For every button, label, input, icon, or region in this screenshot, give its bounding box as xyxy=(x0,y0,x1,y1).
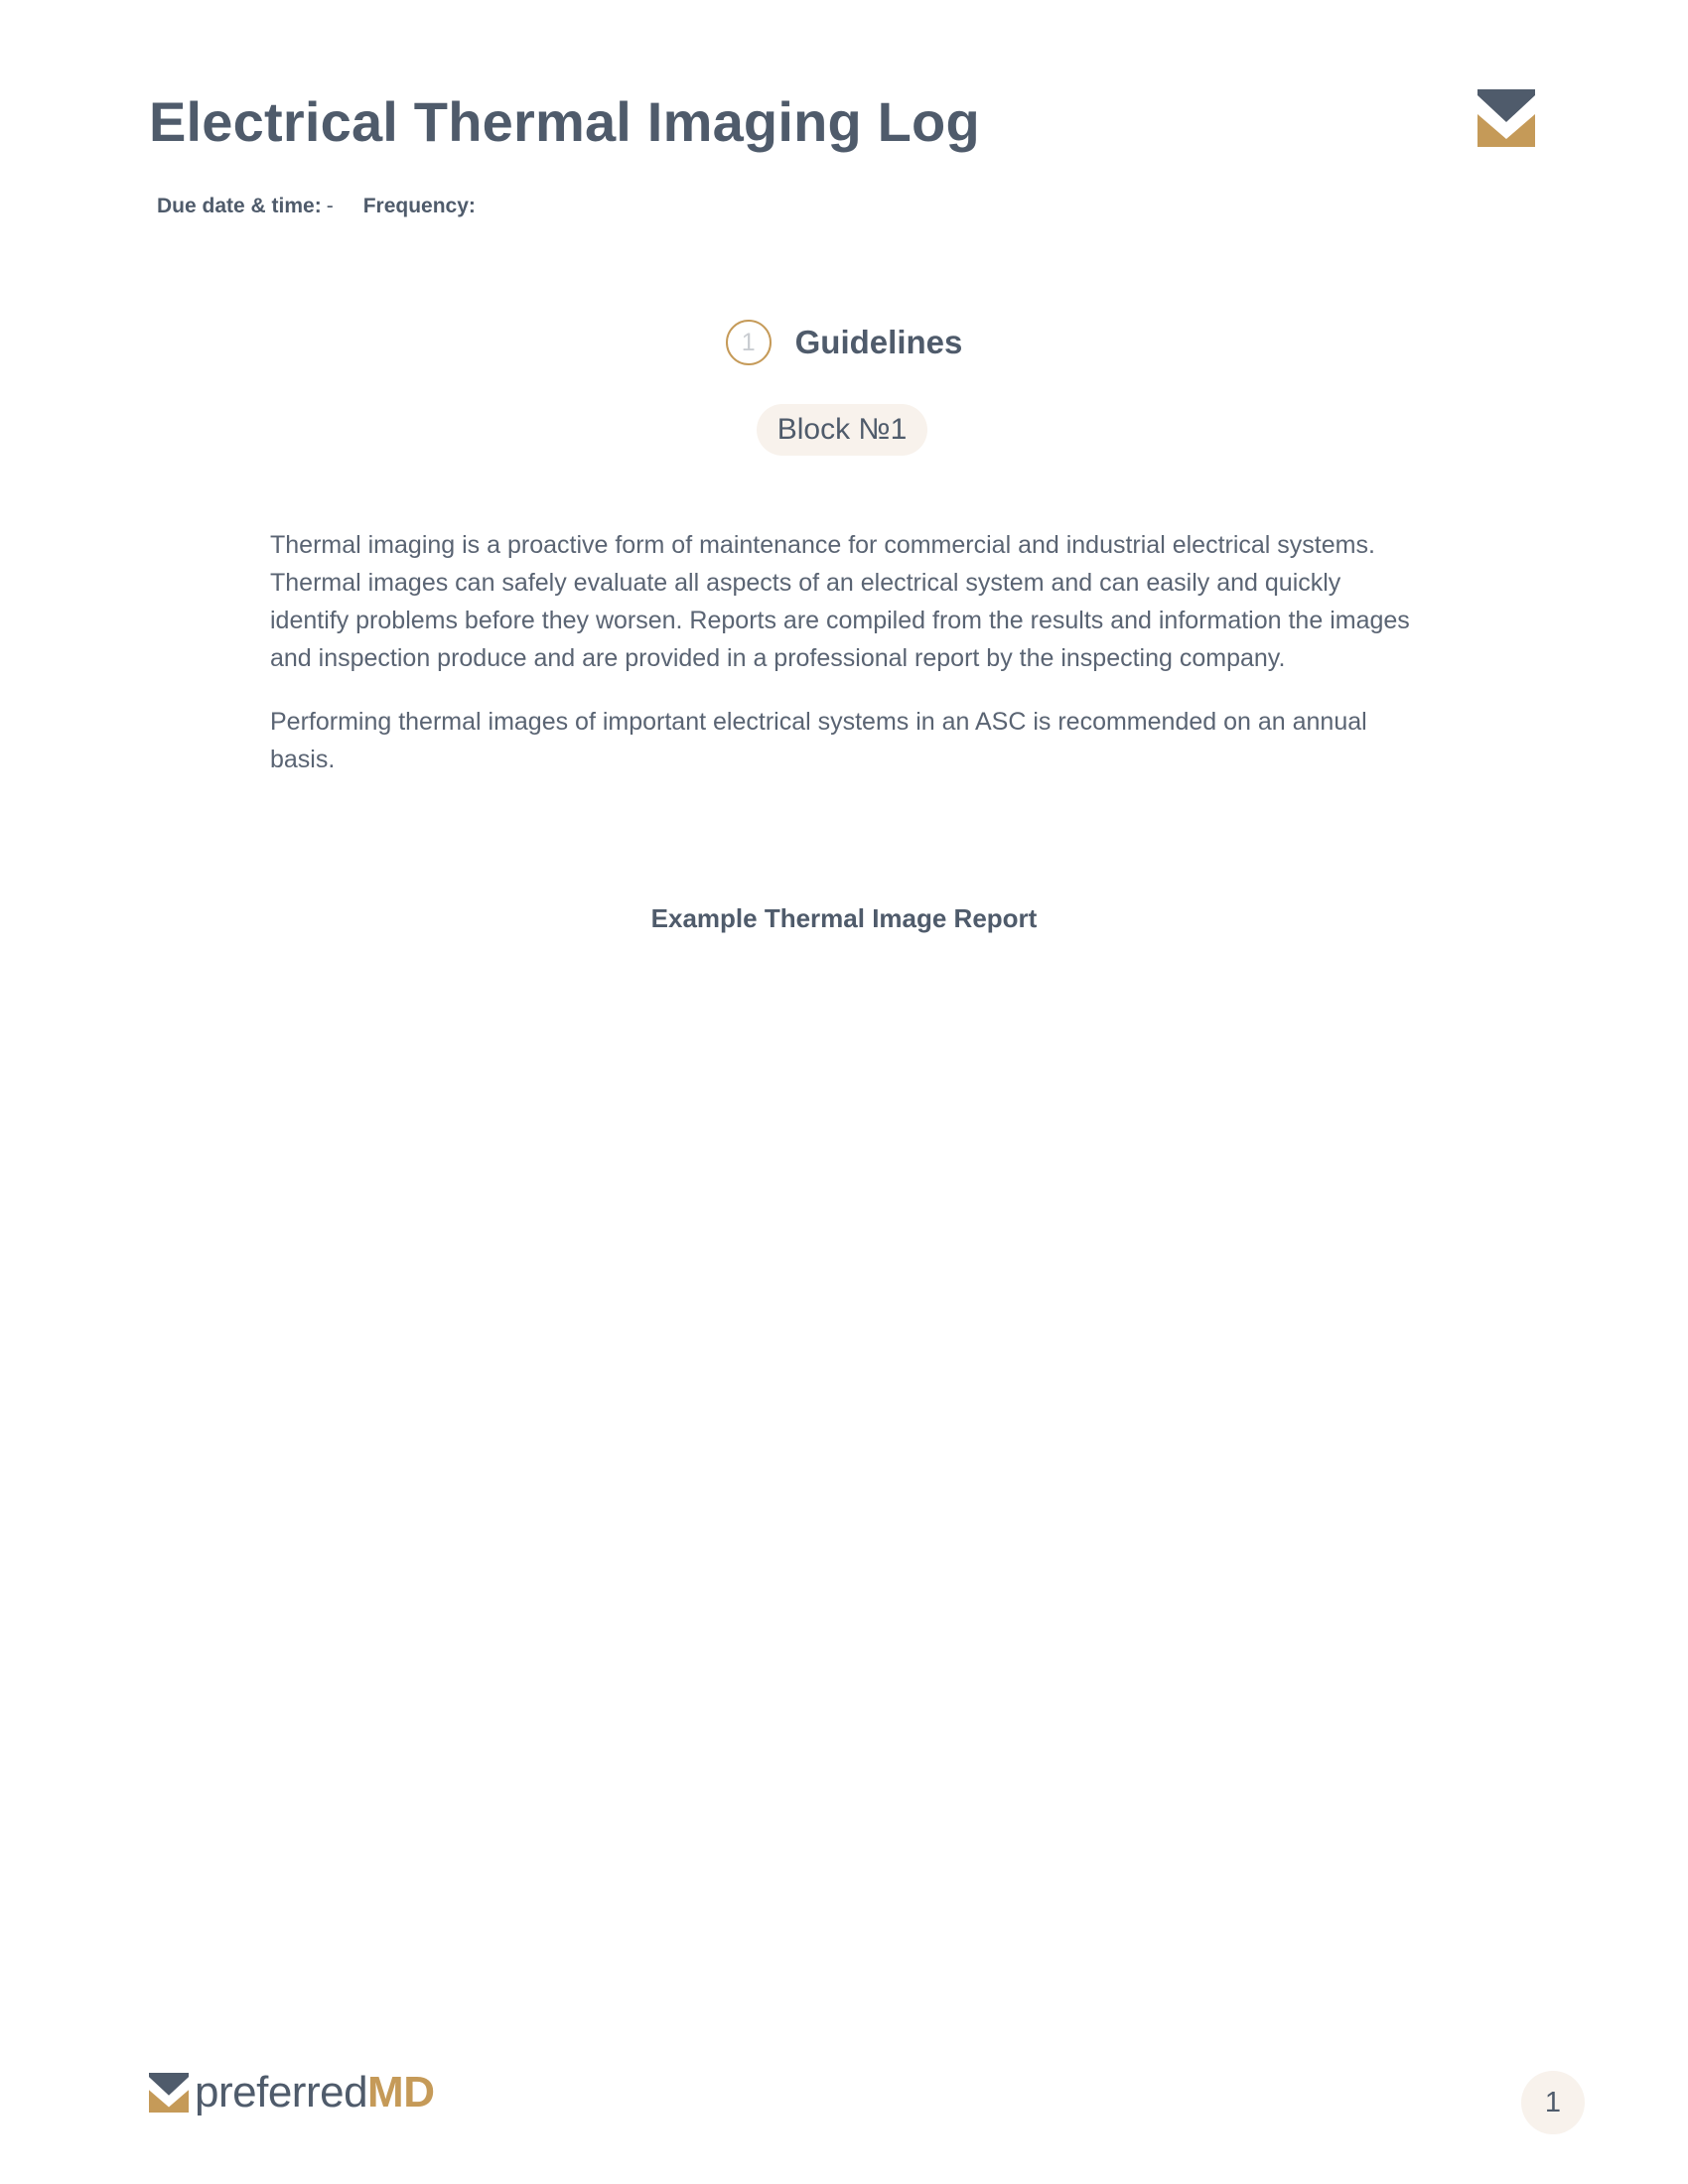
guidelines-text xyxy=(270,526,1412,804)
preferredmd-check-icon xyxy=(149,2073,189,2113)
meta-row xyxy=(157,195,481,218)
page-title: Electrical Thermal Imaging Log xyxy=(149,90,980,153)
guidelines-paragraph-2: Performing thermal images of important electrical systems in an ASC is recommended on an annual basis. xyxy=(270,708,1367,773)
frequency-label: Frequency: xyxy=(362,195,476,217)
due-date-label: Due date & time: xyxy=(157,195,322,217)
page-number: 1 xyxy=(1521,2071,1585,2134)
due-date-field xyxy=(157,195,334,218)
section-header xyxy=(0,320,1688,365)
footer-brand-logo xyxy=(149,2068,435,2116)
section-title: Guidelines xyxy=(794,324,963,360)
due-date-value: - xyxy=(326,195,334,217)
brand-wordmark-part-2: MD xyxy=(367,2068,435,2116)
brand-wordmark xyxy=(195,2068,435,2116)
brand-wordmark-part-1: preferred xyxy=(195,2068,368,2116)
guidelines-paragraph-1: Thermal imaging is a proactive form of maintenance for commercial and industrial electrical systems. Thermal images can safely evaluate all aspects of an electrical system and can easily and quickly identify problems before they worsen. Reports are compiled from the results and information the images and inspection produce and are provided in a professional report by the inspecting company. xyxy=(270,531,1410,672)
section-number-badge: 1 xyxy=(726,320,772,365)
preferredmd-check-icon xyxy=(1477,89,1535,147)
example-report-heading: Example Thermal Image Report xyxy=(650,903,1038,933)
frequency-field xyxy=(363,195,481,218)
block-label-badge: Block №1 xyxy=(757,404,927,456)
